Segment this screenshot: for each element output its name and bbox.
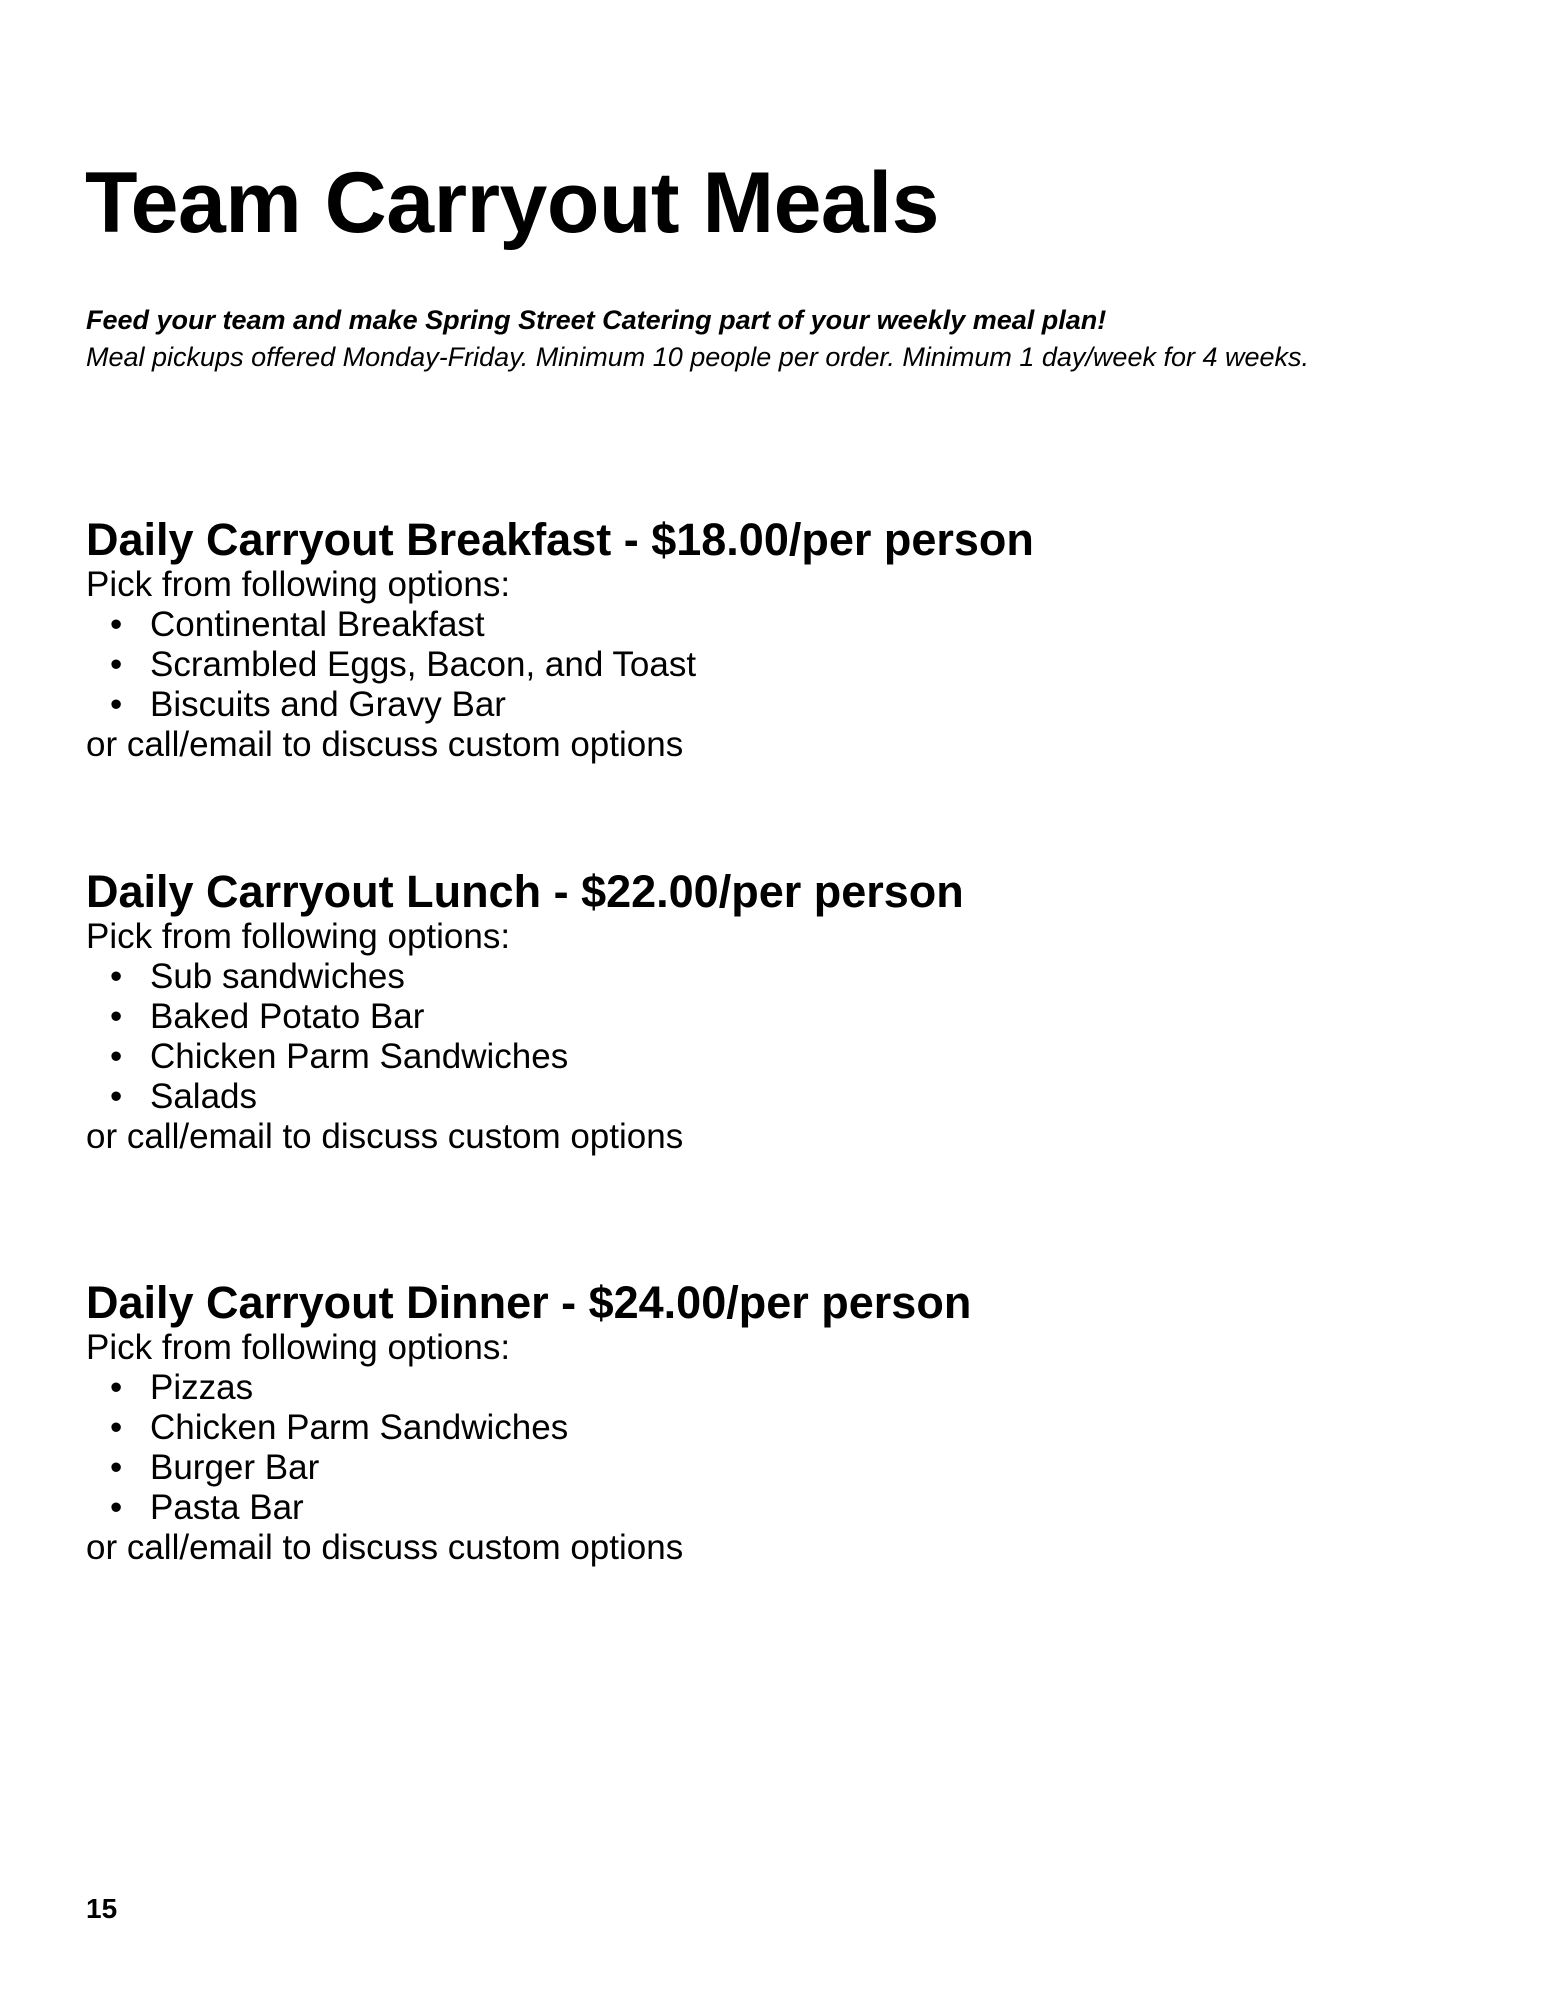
bullet-icon: • <box>110 957 123 996</box>
list-item-label: Chicken Parm Sandwiches <box>150 1037 569 1076</box>
section-footnote: or call/email to discuss custom options <box>86 725 684 764</box>
section-heading: Daily Carryout Lunch - $22.00/per person <box>86 866 964 917</box>
bullet-icon: • <box>110 1488 123 1527</box>
list-item-label: Salads <box>150 1077 258 1116</box>
list-item-label: Biscuits and Gravy Bar <box>150 685 506 724</box>
list-item <box>86 605 1466 645</box>
section-breakfast <box>86 515 1466 765</box>
intro-details: Meal pickups offered Monday-Friday. Minimum 10 people per order. Minimum 1 day/week for 4 weeks. <box>86 342 1310 372</box>
section-dinner <box>86 1278 1466 1568</box>
page-title: Team Carryout Meals <box>85 155 939 251</box>
list-item <box>86 1037 1466 1077</box>
list-item <box>86 997 1466 1037</box>
page-number: 15 <box>86 1893 118 1924</box>
list-item <box>86 1408 1466 1448</box>
options-list <box>86 1368 1466 1528</box>
bullet-icon: • <box>110 1448 123 1487</box>
list-item-label: Scrambled Eggs, Bacon, and Toast <box>150 645 697 684</box>
list-item-label: Sub sandwiches <box>150 957 405 996</box>
list-item <box>86 1448 1466 1488</box>
options-list <box>86 605 1466 725</box>
list-item <box>86 1488 1466 1528</box>
bullet-icon: • <box>110 645 123 684</box>
section-heading: Daily Carryout Breakfast - $18.00/per person <box>86 514 1034 565</box>
list-item-label: Pasta Bar <box>150 1488 304 1527</box>
list-item-label: Burger Bar <box>150 1448 320 1487</box>
bullet-icon: • <box>110 1037 123 1076</box>
list-item <box>86 957 1466 997</box>
list-item-label: Baked Potato Bar <box>150 997 425 1036</box>
bullet-icon: • <box>110 1077 123 1116</box>
bullet-icon: • <box>110 685 123 724</box>
options-list <box>86 957 1466 1117</box>
bullet-icon: • <box>110 605 123 644</box>
list-item <box>86 1368 1466 1408</box>
list-item <box>86 645 1466 685</box>
section-heading: Daily Carryout Dinner - $24.00/per person <box>86 1277 972 1328</box>
section-lead: Pick from following options: <box>86 917 511 956</box>
list-item-label: Pizzas <box>150 1368 254 1407</box>
section-lunch <box>86 867 1466 1157</box>
list-item-label: Continental Breakfast <box>150 605 485 644</box>
section-lead: Pick from following options: <box>86 1328 511 1367</box>
bullet-icon: • <box>110 1368 123 1407</box>
section-footnote: or call/email to discuss custom options <box>86 1528 684 1567</box>
list-item-label: Chicken Parm Sandwiches <box>150 1408 569 1447</box>
bullet-icon: • <box>110 997 123 1036</box>
section-footnote: or call/email to discuss custom options <box>86 1117 684 1156</box>
section-lead: Pick from following options: <box>86 565 511 604</box>
list-item <box>86 685 1466 725</box>
list-item <box>86 1077 1466 1117</box>
intro-tagline: Feed your team and make Spring Street Catering part of your weekly meal plan! <box>86 305 1107 335</box>
bullet-icon: • <box>110 1408 123 1447</box>
